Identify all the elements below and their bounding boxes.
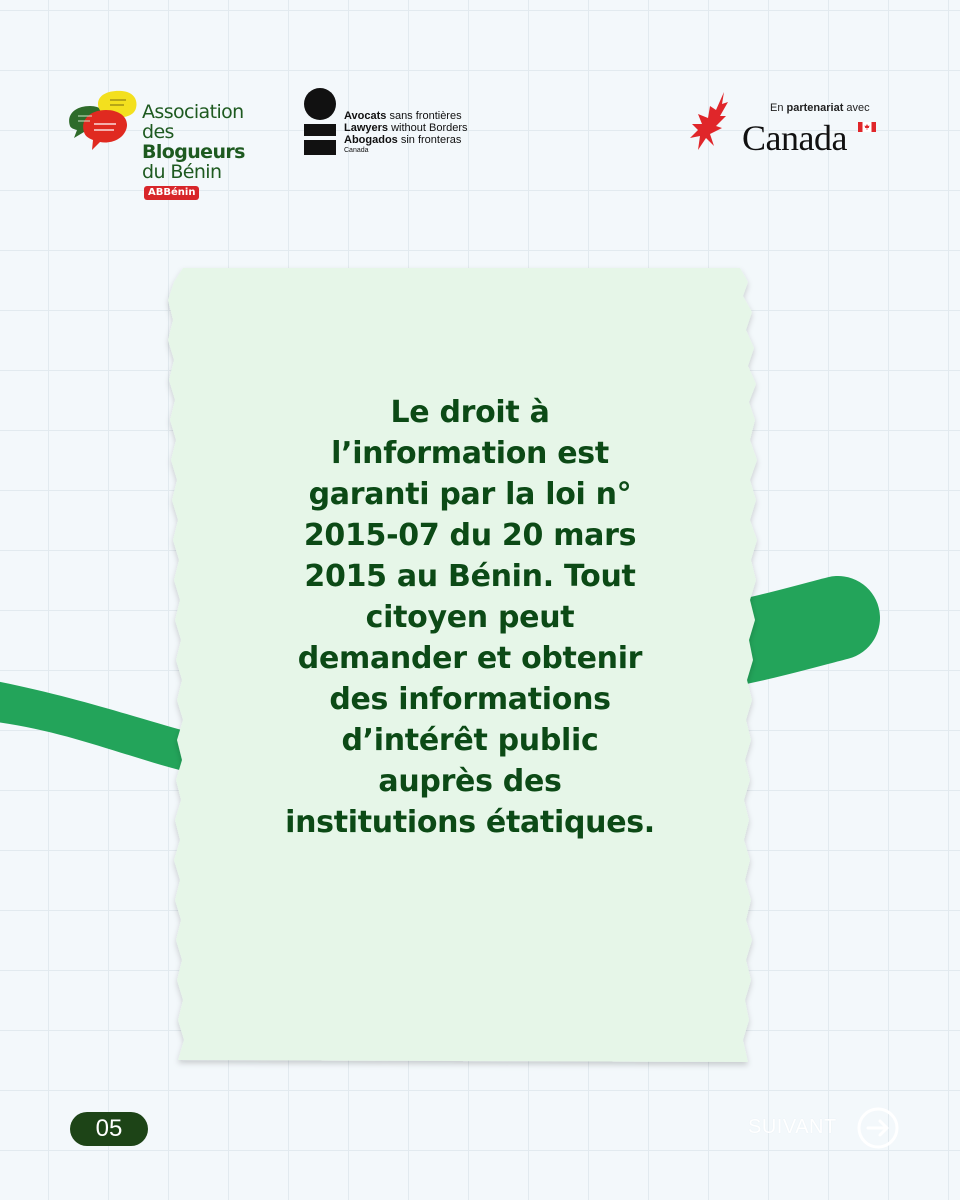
abb-badge: ABBénin (144, 186, 199, 200)
page-number-badge: 05 (70, 1112, 148, 1146)
partner-suffix: avec (843, 102, 870, 114)
canada-wordmark: Canada (742, 118, 847, 158)
maple-leaf-icon (688, 90, 730, 156)
statement-line: l’information est (331, 436, 609, 471)
next-button[interactable] (748, 1106, 908, 1150)
next-label: SUIVANT (748, 1116, 837, 1138)
canada-partner-logo (688, 88, 888, 160)
abb-line3: du Bénin (142, 161, 222, 183)
statement-line: citoyen peut (365, 600, 575, 635)
abb-logo (66, 90, 266, 198)
partner-bold: partenariat (786, 102, 844, 114)
statement-line: Le droit à (390, 395, 550, 430)
statement-line: 2015 au Bénin. Tout (304, 559, 636, 594)
statement-line: institutions étatiques. (285, 805, 655, 840)
main-statement (210, 392, 730, 843)
asf-mark-icon (302, 88, 338, 158)
statement-line: auprès des (378, 764, 562, 799)
partner-prefix: En (770, 102, 787, 114)
abb-line1: Association (142, 101, 244, 123)
speech-bubbles-icon (66, 90, 138, 156)
canada-flag-icon (858, 122, 876, 132)
statement-line: d’intérêt public (341, 723, 599, 758)
asf-line1-rest: sans frontières (386, 110, 462, 122)
statement-line: 2015-07 du 20 mars (303, 518, 637, 553)
asf-line3-rest: sin fronteras (397, 134, 462, 146)
abb-line2-prefix: des (142, 121, 174, 143)
asf-line2-rest: without Borders (388, 122, 468, 134)
asf-line4: Canada (344, 147, 369, 154)
abb-line2-bold: Blogueurs (142, 141, 245, 163)
statement-line: garanti par la loi n° (308, 477, 632, 512)
asf-line3-bold: Abogados (344, 134, 398, 146)
statement-line: des informations (329, 682, 611, 717)
asf-line2-bold: Lawyers (344, 122, 389, 134)
arrow-right-circle-icon (856, 1106, 900, 1150)
asf-logo (302, 88, 482, 163)
statement-line: demander et obtenir (297, 641, 643, 676)
asf-line1-bold: Avocats (344, 110, 387, 122)
